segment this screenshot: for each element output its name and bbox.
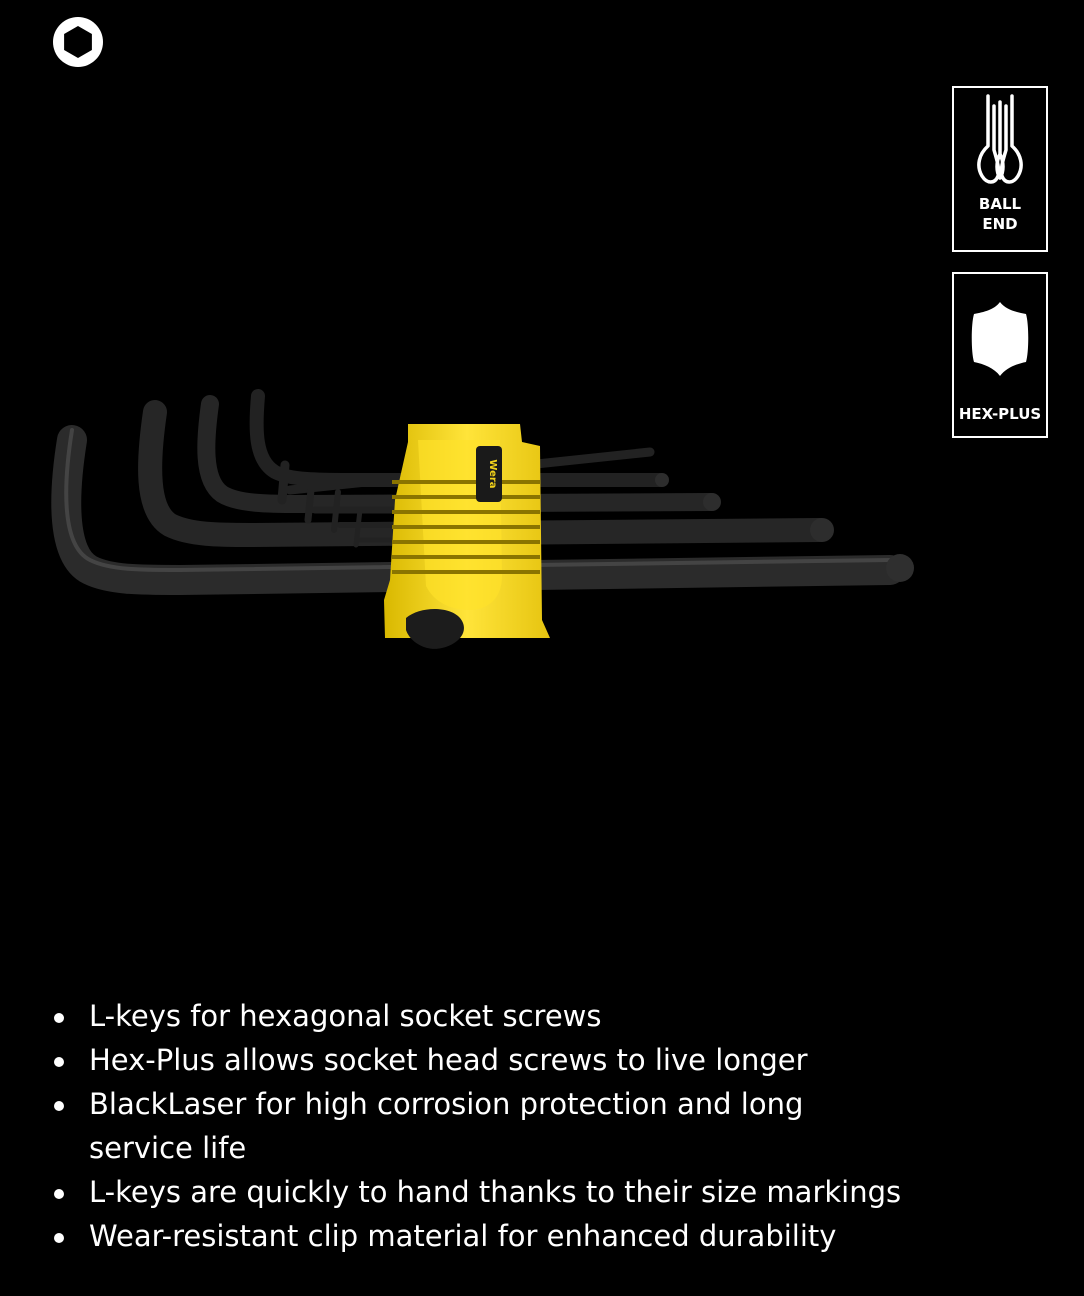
list-item: L-keys for hexagonal socket screws (50, 994, 849, 1038)
list-item: Hex-Plus allows socket head screws to live longer (50, 1038, 849, 1082)
hex-plus-label: HEX-PLUS (958, 405, 1042, 423)
list-item: Wear-resistant clip material for enhanced durability (50, 1214, 949, 1258)
brand-label: Wera (487, 459, 498, 489)
ball-end-icon (970, 88, 1030, 192)
ball-end-badge (952, 86, 1048, 252)
yellow-holder (384, 424, 550, 649)
hex-plus-badge (952, 272, 1048, 438)
list-item: BlackLaser for high corrosion protection and long service life (50, 1082, 849, 1170)
l-key-set-image (50, 380, 930, 670)
hexagon-logo-icon (52, 16, 104, 68)
ball-end-label-line1: BALL (978, 195, 1022, 213)
feature-list (50, 994, 950, 1258)
hex-plus-icon (960, 290, 1040, 390)
ball-end-label-line2: END (982, 215, 1018, 233)
list-item: L-keys are quickly to hand thanks to their size markings (50, 1170, 949, 1214)
